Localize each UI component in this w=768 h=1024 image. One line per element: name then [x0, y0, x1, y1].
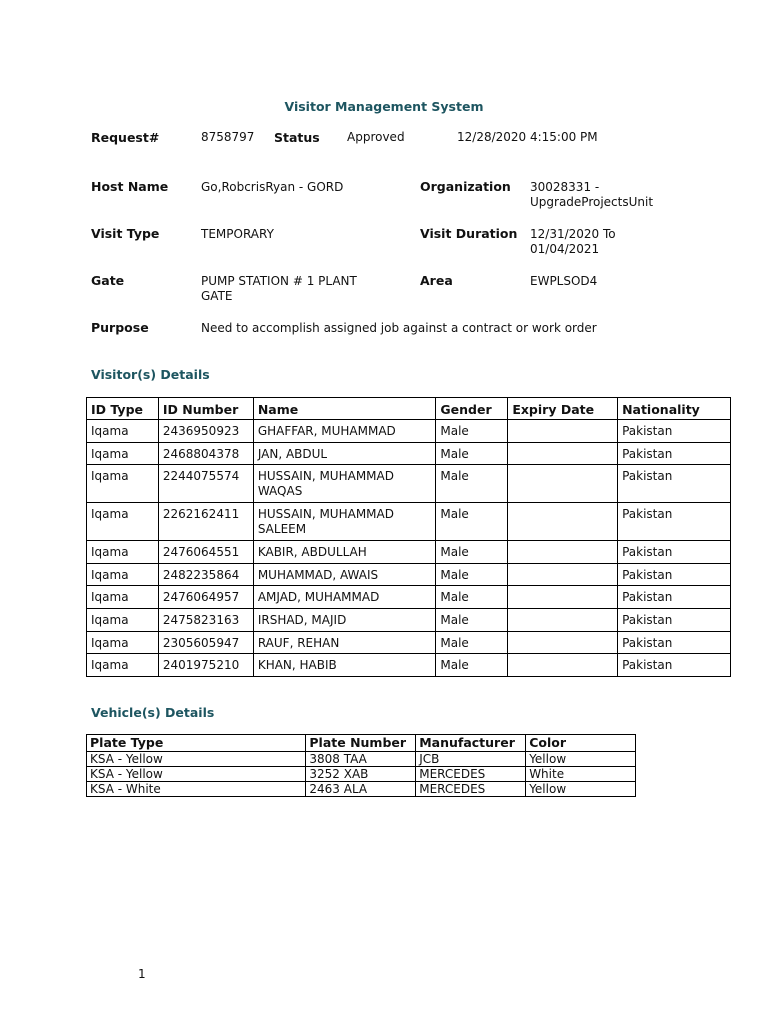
visitor-gender-cell: Male — [436, 586, 508, 609]
status-label: Status — [274, 130, 320, 145]
col-id-number: ID Number — [158, 398, 253, 420]
visitor-expiry-date-cell — [508, 442, 618, 465]
visitor-expiry-date-cell — [508, 465, 618, 503]
host-name-label: Host Name — [91, 179, 169, 194]
visitors-heading: Visitor(s) Details — [91, 367, 210, 382]
visitor-id-number-cell: 2475823163 — [158, 608, 253, 631]
visitor-name-cell: JAN, ABDUL — [253, 442, 436, 465]
vehicle-row — [87, 752, 636, 767]
visit-duration-label: Visit Duration — [420, 226, 518, 241]
vehicle-plate-number-cell: 3808 TAA — [306, 752, 416, 767]
gate-line-2: GATE — [201, 289, 233, 303]
visitor-gender-cell: Male — [436, 654, 508, 677]
col-expiry-date: Expiry Date — [508, 398, 618, 420]
visitor-nationality-cell: Pakistan — [618, 586, 731, 609]
request-datetime: 12/28/2020 4:15:00 PM — [457, 130, 598, 144]
visitor-row — [87, 541, 731, 564]
page-title: Visitor Management System — [284, 99, 484, 114]
vehicle-manufacturer-cell: MERCEDES — [416, 767, 526, 782]
vehicle-color-cell: Yellow — [526, 782, 636, 797]
vehicles-heading: Vehicle(s) Details — [91, 705, 215, 720]
visit-type-label: Visit Type — [91, 226, 160, 241]
visitor-expiry-date-cell — [508, 503, 618, 541]
visitor-gender-cell: Male — [436, 503, 508, 541]
visitor-nationality-cell: Pakistan — [618, 442, 731, 465]
visitor-expiry-date-cell — [508, 420, 618, 443]
visitor-id-type-cell: Iqama — [87, 654, 159, 677]
visit-type-value: TEMPORARY — [201, 227, 274, 241]
visitors-table — [86, 397, 731, 677]
visitor-id-type-cell: Iqama — [87, 541, 159, 564]
visitor-nationality-cell: Pakistan — [618, 503, 731, 541]
visitor-expiry-date-cell — [508, 586, 618, 609]
visitor-id-type-cell: Iqama — [87, 608, 159, 631]
vehicles-header-row — [87, 735, 636, 752]
host-name-value: Go,RobcrisRyan - GORD — [201, 180, 344, 194]
visitor-gender-cell: Male — [436, 420, 508, 443]
gate-value — [201, 274, 357, 304]
organization-line-2: UpgradeProjectsUnit — [530, 195, 654, 209]
vehicle-plate-type-cell: KSA - Yellow — [87, 752, 306, 767]
visitor-id-type-cell: Iqama — [87, 442, 159, 465]
visitor-nationality-cell: Pakistan — [618, 563, 731, 586]
visitor-id-number-cell: 2476064551 — [158, 541, 253, 564]
vehicle-manufacturer-cell: MERCEDES — [416, 782, 526, 797]
organization-line-1: 30028331 - — [530, 180, 600, 194]
visitor-gender-cell: Male — [436, 442, 508, 465]
visitor-row — [87, 420, 731, 443]
visitor-id-type-cell: Iqama — [87, 420, 159, 443]
gate-line-1: PUMP STATION # 1 PLANT — [201, 274, 357, 288]
visitor-expiry-date-cell — [508, 654, 618, 677]
visitor-row — [87, 586, 731, 609]
col-name: Name — [253, 398, 436, 420]
visitor-nationality-cell: Pakistan — [618, 541, 731, 564]
vehicle-plate-type-cell: KSA - Yellow — [87, 767, 306, 782]
visitor-row — [87, 465, 731, 503]
vehicle-manufacturer-cell: JCB — [416, 752, 526, 767]
visitor-name-cell: RAUF, REHAN — [253, 631, 436, 654]
visitor-name-cell: GHAFFAR, MUHAMMAD — [253, 420, 436, 443]
visitor-id-number-cell: 2401975210 — [158, 654, 253, 677]
visitor-expiry-date-cell — [508, 631, 618, 654]
visitor-row — [87, 563, 731, 586]
visitor-nationality-cell: Pakistan — [618, 465, 731, 503]
vehicle-plate-type-cell: KSA - White — [87, 782, 306, 797]
visitor-id-type-cell: Iqama — [87, 563, 159, 586]
visitor-name-cell: AMJAD, MUHAMMAD — [253, 586, 436, 609]
visitor-nationality-cell: Pakistan — [618, 654, 731, 677]
visitor-expiry-date-cell — [508, 608, 618, 631]
visitor-nationality-cell: Pakistan — [618, 420, 731, 443]
visitor-expiry-date-cell — [508, 541, 618, 564]
visitor-id-number-cell: 2244075574 — [158, 465, 253, 503]
col-nationality: Nationality — [618, 398, 731, 420]
col-color: Color — [526, 735, 636, 752]
visitor-id-type-cell: Iqama — [87, 503, 159, 541]
visitor-id-number-cell: 2468804378 — [158, 442, 253, 465]
status-value: Approved — [347, 130, 405, 144]
area-value: EWPLSOD4 — [530, 274, 598, 288]
organization-value — [530, 180, 653, 210]
visitor-name-cell: KABIR, ABDULLAH — [253, 541, 436, 564]
col-manufacturer: Manufacturer — [416, 735, 526, 752]
vehicle-row — [87, 767, 636, 782]
visitor-gender-cell: Male — [436, 631, 508, 654]
visitor-gender-cell: Male — [436, 541, 508, 564]
page-number: 1 — [138, 967, 146, 981]
visitor-id-number-cell: 2305605947 — [158, 631, 253, 654]
visitor-row — [87, 503, 731, 541]
visitor-id-type-cell: Iqama — [87, 465, 159, 503]
visitor-row — [87, 631, 731, 654]
visitor-id-number-cell: 2476064957 — [158, 586, 253, 609]
gate-label: Gate — [91, 273, 125, 288]
purpose-label: Purpose — [91, 320, 149, 335]
col-plate-type: Plate Type — [87, 735, 306, 752]
visitor-id-type-cell: Iqama — [87, 586, 159, 609]
visit-duration-value — [530, 227, 616, 257]
vehicle-row — [87, 782, 636, 797]
visitor-id-number-cell: 2262162411 — [158, 503, 253, 541]
visitor-nationality-cell: Pakistan — [618, 631, 731, 654]
vehicle-color-cell: White — [526, 767, 636, 782]
visit-duration-line-2: 01/04/2021 — [530, 242, 600, 256]
visitor-name-cell: HUSSAIN, MUHAMMAD SALEEM — [253, 503, 436, 541]
organization-label: Organization — [420, 179, 511, 194]
visitor-row — [87, 654, 731, 677]
purpose-value: Need to accomplish assigned job against a contract or work order — [201, 321, 597, 335]
visitor-gender-cell: Male — [436, 465, 508, 503]
visitor-gender-cell: Male — [436, 608, 508, 631]
visitor-id-number-cell: 2436950923 — [158, 420, 253, 443]
area-label: Area — [420, 273, 453, 288]
col-id-type: ID Type — [87, 398, 159, 420]
request-number: 8758797 — [201, 130, 255, 144]
visitor-row — [87, 442, 731, 465]
visitor-name-cell: IRSHAD, MAJID — [253, 608, 436, 631]
visitor-gender-cell: Male — [436, 563, 508, 586]
visit-duration-line-1: 12/31/2020 To — [530, 227, 616, 241]
visitors-header-row — [87, 398, 731, 420]
vehicles-table — [86, 734, 636, 797]
visitor-nationality-cell: Pakistan — [618, 608, 731, 631]
visitor-id-type-cell: Iqama — [87, 631, 159, 654]
col-plate-number: Plate Number — [306, 735, 416, 752]
visitor-row — [87, 608, 731, 631]
col-gender: Gender — [436, 398, 508, 420]
visitor-expiry-date-cell — [508, 563, 618, 586]
visitor-id-number-cell: 2482235864 — [158, 563, 253, 586]
visitor-name-cell: KHAN, HABIB — [253, 654, 436, 677]
visitor-name-cell: HUSSAIN, MUHAMMAD WAQAS — [253, 465, 436, 503]
vehicle-plate-number-cell: 3252 XAB — [306, 767, 416, 782]
vehicle-color-cell: Yellow — [526, 752, 636, 767]
request-label: Request# — [91, 130, 160, 145]
visitor-name-cell: MUHAMMAD, AWAIS — [253, 563, 436, 586]
vehicle-plate-number-cell: 2463 ALA — [306, 782, 416, 797]
